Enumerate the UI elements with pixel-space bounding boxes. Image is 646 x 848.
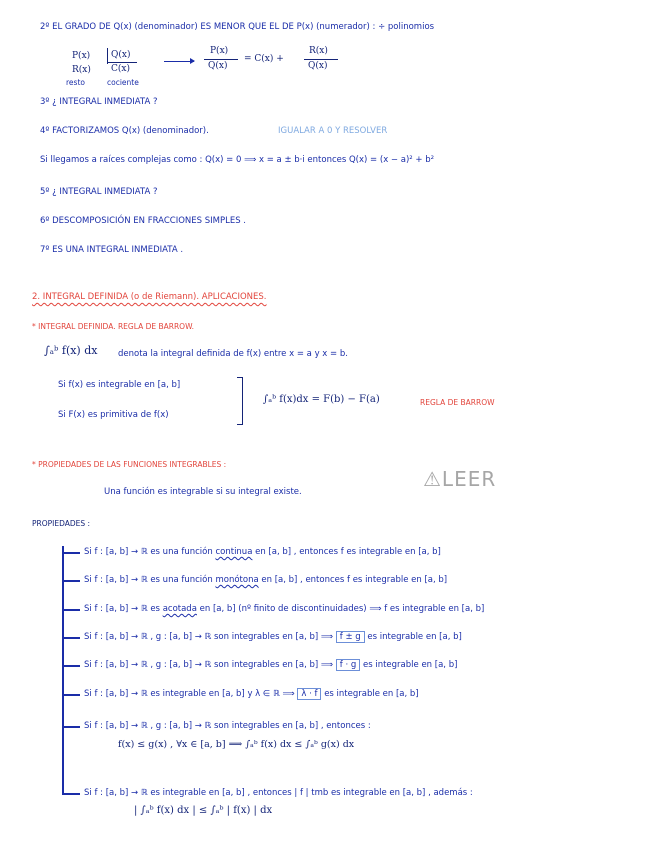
formula-equals-cx: = C(x) +	[244, 54, 284, 64]
property-absolute-value: Si f : [a, b] → ℝ es integrable en [a, b] , entonces | f | tmb es integrable en [a, b] , además :	[84, 788, 473, 798]
property-absolute-value-formula: | ∫ₐᵇ f(x) dx | ≤ ∫ₐᵇ | f(x) | dx	[134, 805, 273, 816]
barrow-rule-label: REGLA DE BARROW	[420, 398, 495, 407]
condition-primitive: Si F(x) es primitiva de f(x)	[58, 410, 169, 420]
property-monotonicity: Si f : [a, b] → ℝ , g : [a, b] → ℝ son integrables en [a, b] , entonces :	[84, 721, 371, 731]
property-bounded	[84, 604, 484, 615]
property-continuous	[84, 547, 441, 558]
property-text: Si f : [a, b] → ℝ es	[84, 604, 160, 614]
step-2: 2º EL GRADO DE Q(x) (denominador) ES MENOR QUE EL DE P(x) (numerador) : ÷ polinomios	[40, 22, 435, 32]
property-boxed-expression: f ± g	[336, 631, 365, 643]
label-resto: resto	[66, 78, 85, 87]
tree-branch	[62, 793, 80, 795]
properties-header: PROPIEDADES :	[32, 519, 91, 528]
tree-branch	[62, 637, 80, 639]
fraction-numerator-r: R(x)	[309, 46, 328, 56]
step-6: 6º DESCOMPOSICIÓN EN FRACCIONES SIMPLES .	[40, 216, 247, 226]
tree-branch	[62, 694, 80, 696]
property-text: en [a, b] , entonces f es integrable en [a, b]	[255, 547, 441, 557]
property-keyword: acotada	[162, 604, 197, 614]
property-keyword: monótona	[215, 575, 259, 585]
property-text: Si f : [a, b] → ℝ , g : [a, b] → ℝ son integrables en [a, b] ⟹	[84, 660, 334, 670]
condition-integrable: Si f(x) es integrable en [a, b]	[58, 380, 181, 390]
tree-branch	[62, 726, 80, 728]
step-4: 4º FACTORIZAMOS Q(x) (denominador).	[40, 126, 209, 136]
section-2-title: 2. INTEGRAL DEFINIDA (o de Riemann). APLICACIONES.	[32, 292, 267, 302]
step-7: 7º ES UNA INTEGRAL INMEDIATA .	[40, 245, 184, 255]
fraction-numerator-p: P(x)	[210, 46, 229, 56]
division-remainder: R(x)	[72, 65, 91, 75]
property-monotonicity-formula: f(x) ≤ g(x) , ∀x ∈ [a, b] ⟹ ∫ₐᵇ f(x) dx ≤ ∫ₐᵇ g(x) dx	[118, 739, 355, 750]
barrow-formula: ∫ₐᵇ f(x)dx = F(b) − F(a)	[263, 394, 380, 405]
fraction-denominator-q: Q(x)	[308, 61, 328, 71]
properties-intro-text: Una función es integrable si su integral existe.	[104, 487, 302, 497]
property-text: en [a, b] , entonces f es integrable en [a, b]	[261, 575, 448, 585]
definite-integral-symbol: ∫ₐᵇ f(x) dx	[44, 344, 98, 357]
right-arrow-icon	[164, 61, 194, 62]
definition-text: denota la integral definida de f(x) entre x = a y x = b.	[118, 349, 348, 359]
fraction-bar	[204, 59, 238, 60]
tree-branch	[62, 552, 80, 554]
tree-branch	[62, 580, 80, 582]
property-boxed-expression: f · g	[336, 659, 361, 671]
tree-branch	[62, 665, 80, 667]
property-text: Si f : [a, b] → ℝ , g : [a, b] → ℝ son integrables en [a, b] ⟹	[84, 632, 334, 642]
property-monotone	[84, 575, 447, 586]
step-5: 5º ¿ INTEGRAL INMEDIATA ?	[40, 187, 158, 197]
property-text: Si f : [a, b] → ℝ es una función	[84, 575, 213, 585]
property-scalar	[84, 689, 419, 700]
property-text: es integrable en [a, b]	[367, 632, 462, 642]
property-text: es integrable en [a, b]	[324, 689, 419, 699]
barrow-title: * INTEGRAL DEFINIDA. REGLA DE BARROW.	[32, 322, 195, 331]
division-bracket-horizontal	[107, 62, 137, 63]
fraction-bar	[304, 59, 338, 60]
properties-intro-title: * PROPIEDADES DE LAS FUNCIONES INTEGRABLES :	[32, 460, 227, 469]
step-4-note: IGUALAR A 0 Y RESOLVER	[278, 126, 388, 136]
division-quotient: C(x)	[111, 64, 130, 74]
property-text: Si f : [a, b] → ℝ es una función	[84, 547, 213, 557]
condition-bracket	[237, 377, 243, 425]
label-cociente: cociente	[107, 78, 139, 87]
property-sum	[84, 632, 462, 643]
division-divisor: Q(x)	[111, 50, 131, 60]
properties-tree-line	[62, 546, 64, 794]
fraction-denominator-q: Q(x)	[208, 61, 228, 71]
property-text: es integrable en [a, b]	[362, 660, 458, 670]
property-product	[84, 660, 457, 671]
tree-branch	[62, 609, 80, 611]
step-4-complex-roots: Si llegamos a raíces complejas como : Q(x) = 0 ⟹ x = a ± b·i entonces Q(x) = (x − a)² + b²	[40, 155, 435, 165]
property-boxed-expression: λ · f	[297, 688, 321, 700]
property-text: en [a, b] (nº finito de discontinuidades) ⟹ f es integrable en [a, b]	[199, 604, 485, 614]
watermark: ⚠LEER	[423, 467, 497, 491]
step-3: 3º ¿ INTEGRAL INMEDIATA ?	[40, 97, 158, 107]
property-keyword: continua	[215, 547, 253, 557]
property-text: Si f : [a, b] → ℝ es integrable en [a, b] y λ ∈ ℝ ⟹	[84, 689, 295, 699]
division-numerator: P(x)	[72, 51, 91, 61]
